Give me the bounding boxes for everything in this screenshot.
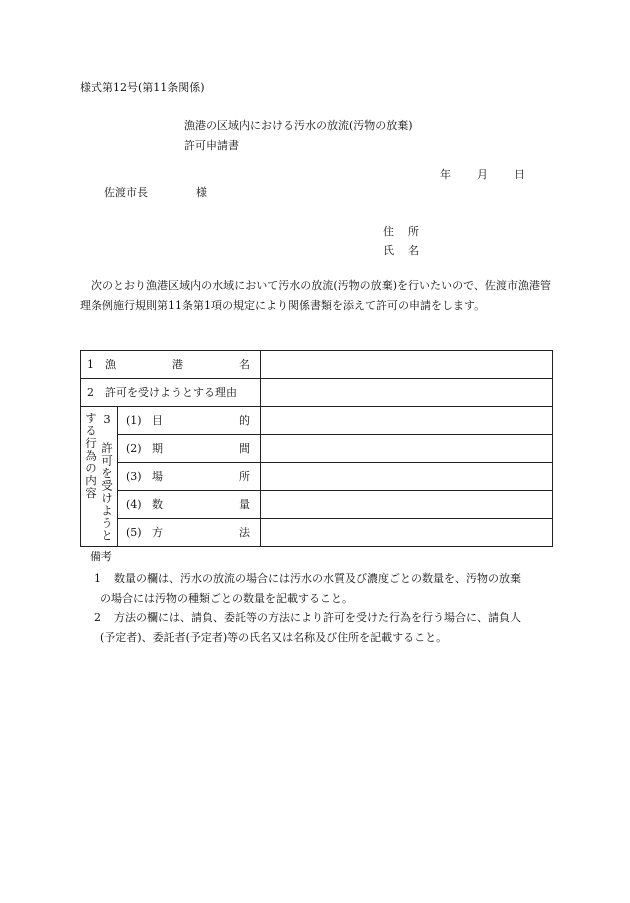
table-row-reason xyxy=(81,379,553,407)
method-label xyxy=(118,519,261,547)
label-char: 方 xyxy=(152,525,163,539)
item-number: (5) xyxy=(126,525,142,539)
label-char: 数 xyxy=(152,497,163,511)
label-char: 量 xyxy=(239,497,250,511)
activity-content-label xyxy=(81,407,118,547)
applicant-address-label xyxy=(383,222,419,241)
table-row-harbor-name xyxy=(81,351,553,379)
applicant-block xyxy=(383,222,419,260)
remark-line-2: (予定者)、委託者(予定者)等の氏名又は名称及び住所を記載すること。 xyxy=(100,631,448,644)
date-year: 年 xyxy=(440,168,451,181)
label-char: 間 xyxy=(239,441,250,455)
harbor-name-label xyxy=(81,351,261,379)
applicant-name-label xyxy=(383,241,419,260)
row-number: 1 xyxy=(87,357,94,371)
remark-number: 1 xyxy=(94,572,101,585)
quantity-field[interactable] xyxy=(261,491,553,519)
table-row-quantity xyxy=(81,491,553,519)
period-label xyxy=(118,435,261,463)
applicant-name-char-2: 名 xyxy=(408,244,419,257)
item-number: (2) xyxy=(126,441,142,455)
label-char: 漁 xyxy=(105,357,116,371)
remark-line-1: 数量の欄は、汚水の放流の場合には汚水の水質及び濃度ごとの数量を、汚物の放棄 xyxy=(114,572,521,585)
location-field[interactable] xyxy=(261,463,553,491)
label-char: 期 xyxy=(152,441,163,455)
table-row-location xyxy=(81,463,553,491)
date-line xyxy=(440,167,525,182)
application-table xyxy=(80,350,553,547)
remark-number: 2 xyxy=(94,611,101,624)
addressee-name: 佐渡市長 xyxy=(104,186,148,199)
label-char: 場 xyxy=(152,469,163,483)
document-title xyxy=(184,116,413,156)
remark-item xyxy=(80,569,551,609)
harbor-name-field[interactable] xyxy=(261,351,553,379)
label-char: 港 xyxy=(172,357,183,371)
quantity-label xyxy=(118,491,261,519)
applicant-name-char-1: 氏 xyxy=(383,244,394,257)
item-number: (3) xyxy=(126,469,142,483)
vertical-label-col-1: 3 許可を受けようと xyxy=(100,411,114,542)
applicant-address-char-2: 所 xyxy=(408,225,419,238)
application-statement: 次のとおり漁港区域内の水域において汚水の放流(汚物の放棄)を行いたいので、佐渡市漁港管理条例施行規則第11条第1項の規定により関係書類を添えて許可の申請をします。 xyxy=(80,279,551,312)
vertical-label-col-2: する行為の内容 xyxy=(84,411,98,499)
row-number: 2 xyxy=(87,385,94,399)
form-number: 様式第12号(第11条関係) xyxy=(80,81,205,94)
purpose-label xyxy=(118,407,261,435)
item-number: (4) xyxy=(126,497,142,511)
addressee xyxy=(104,185,207,200)
label-char: 目 xyxy=(152,413,163,427)
label-char: 法 xyxy=(239,525,250,539)
period-field[interactable] xyxy=(261,435,553,463)
location-label xyxy=(118,463,261,491)
reason-label xyxy=(81,379,261,407)
applicant-address-char-1: 住 xyxy=(383,225,394,238)
label-char: 所 xyxy=(239,469,250,483)
title-line-2: 許可申請書 xyxy=(184,139,239,152)
remarks-heading: 備考 xyxy=(90,550,112,563)
purpose-field[interactable] xyxy=(261,407,553,435)
date-day: 日 xyxy=(514,168,525,181)
remark-line-2: の場合には汚物の種類ごとの数量を記載すること。 xyxy=(100,592,353,605)
remark-line-1: 方法の欄には、請負、委託等の方法により許可を受けた行為を行う場合に、請負人 xyxy=(114,611,521,624)
table-row-period xyxy=(81,435,553,463)
remark-item xyxy=(80,608,551,648)
label-char: 名 xyxy=(239,357,250,371)
reason-field[interactable] xyxy=(261,379,553,407)
addressee-honorific: 様 xyxy=(196,186,207,199)
table-row-method xyxy=(81,519,553,547)
date-month: 月 xyxy=(477,168,488,181)
item-number: (1) xyxy=(126,413,142,427)
label-char: 的 xyxy=(239,413,250,427)
table-row-purpose xyxy=(81,407,553,435)
method-field[interactable] xyxy=(261,519,553,547)
title-line-1: 漁港の区域内における汚水の放流(汚物の放棄) xyxy=(184,119,413,132)
reason-label-text: 許可を受けようとする理由 xyxy=(105,385,237,399)
